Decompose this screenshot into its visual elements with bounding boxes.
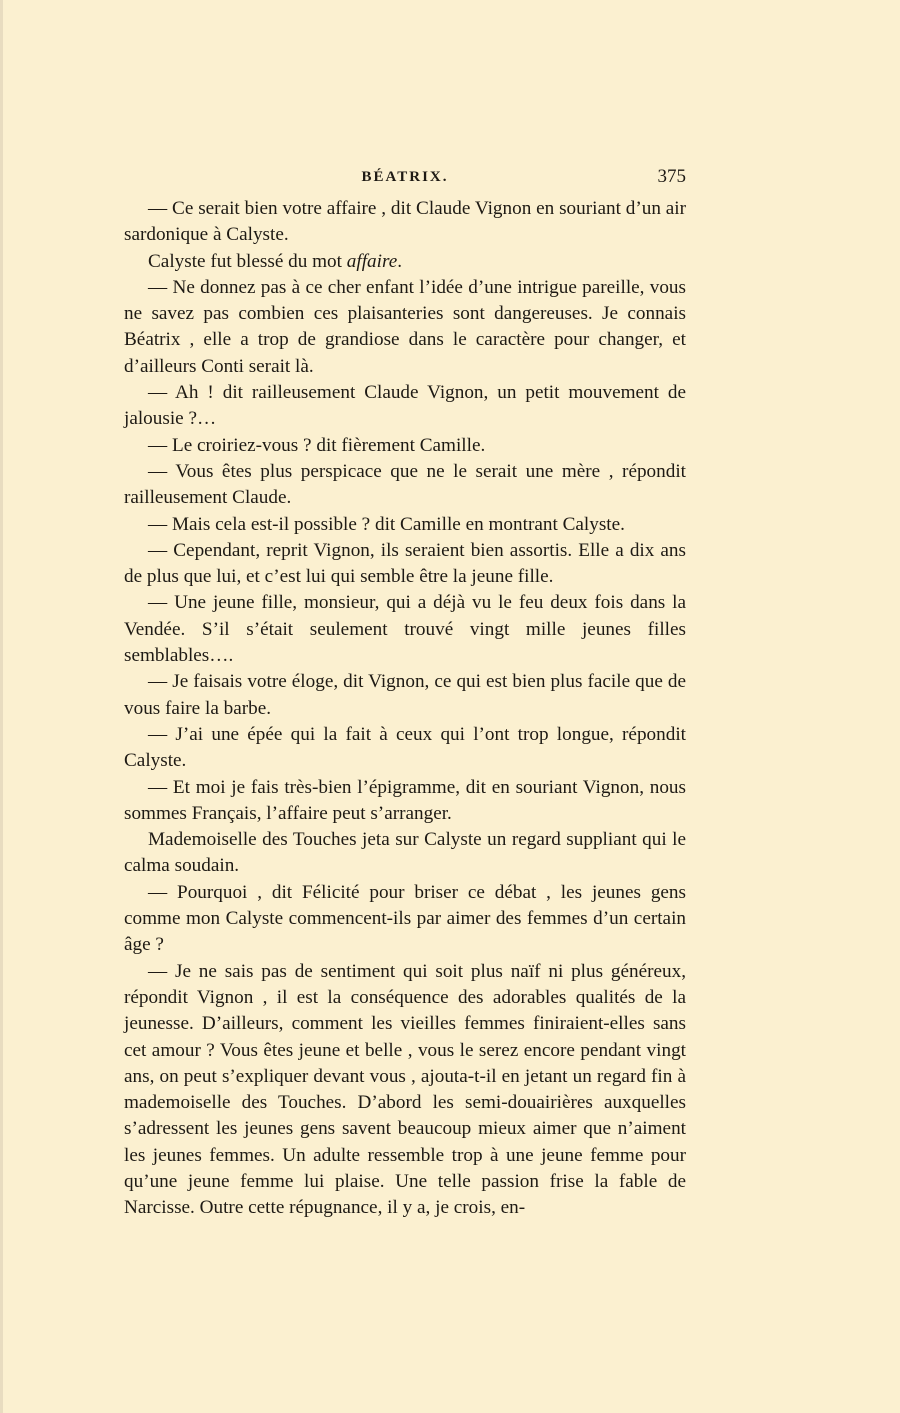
paragraph: — Une jeune fille, monsieur, qui a déjà vu le feu deux fois dans la Vendée. S’il s’était seulement trouvé vingt mille jeunes filles semblables…. (124, 592, 686, 667)
paragraph-text: . (397, 250, 403, 272)
page-number: 375 (657, 166, 686, 187)
paragraph-text: Calyste fut blessé du mot (148, 250, 347, 272)
paragraph: — Mais cela est-il possible ? dit Camille en montrant Calyste. (148, 513, 625, 535)
paragraph: — Je ne sais pas de sentiment qui soit plus naïf ni plus généreux, répondit Vignon , il est la conséquence des adorables qualités de la jeunesse. D’ailleurs, comment les vieilles femmes finiraient-elles sans cet amour ? Vous êtes jeune et belle , vous le serez encore pendant vingt ans, on peut s’expliquer devant vous , ajouta-t-il en jetant un regard fin à mademoiselle des Touches. D’abord les semi-douairières auxquelles s’adressent les jeunes gens savent beaucoup mieux aimer que n’aiment les jeunes femmes. Un adulte ressemble trop à une jeune femme pour qu’une jeune femme lui plaise. Une telle passion frise la fable de Narcisse. Outre cette répugnance, il y a, je crois, en- (124, 960, 686, 1219)
paragraph: — Ah ! dit railleusement Claude Vignon, un petit mouvement de jalousie ?… (124, 382, 686, 430)
paragraph (124, 249, 686, 275)
running-title: BÉATRIX. (361, 169, 449, 185)
paragraph: — Ce serait bien votre affaire , dit Claude Vignon en souriant d’un air sardonique à Calyste. (124, 198, 686, 246)
paragraph: — J’ai une épée qui la fait à ceux qui l’ont trop longue, répondit Calyste. (124, 723, 686, 772)
italic-word: affaire (346, 250, 398, 272)
paragraph: — Je faisais votre éloge, dit Vignon, ce qui est bien plus facile que de vous faire la barbe. (124, 671, 686, 719)
body-text (124, 196, 686, 1222)
paragraph: — Ne donnez pas à ce cher enfant l’idée d’une intrigue pareille, vous ne savez pas combien ces plaisanteries sont dangereuses. Je connais Béatrix , elle a trop de grandiose dans le caractère pour changer, et d’ailleurs Conti serait là. (124, 276, 686, 377)
paragraph: — Cependant, reprit Vignon, ils seraient bien assortis. Elle a dix ans de plus que lui, et c’est lui qui semble être la jeune fille. (124, 539, 686, 588)
page-header (124, 166, 686, 190)
paragraph: — Le croiriez-vous ? dit fièrement Camille. (148, 434, 486, 456)
paragraph: — Pourquoi , dit Félicité pour briser ce débat , les jeunes gens comme mon Calyste commencent-ils par aimer des femmes d’un certain âge ? (124, 881, 686, 956)
paragraph: — Vous êtes plus perspicace que ne le serait une mère , répondit railleusement Claude. (124, 460, 686, 509)
paragraph: — Et moi je fais très-bien l’épigramme, dit en souriant Vignon, nous sommes Français, l’affaire peut s’arranger. (124, 776, 686, 824)
paragraph: Mademoiselle des Touches jeta sur Calyste un regard suppliant qui le calma soudain. (124, 829, 686, 877)
